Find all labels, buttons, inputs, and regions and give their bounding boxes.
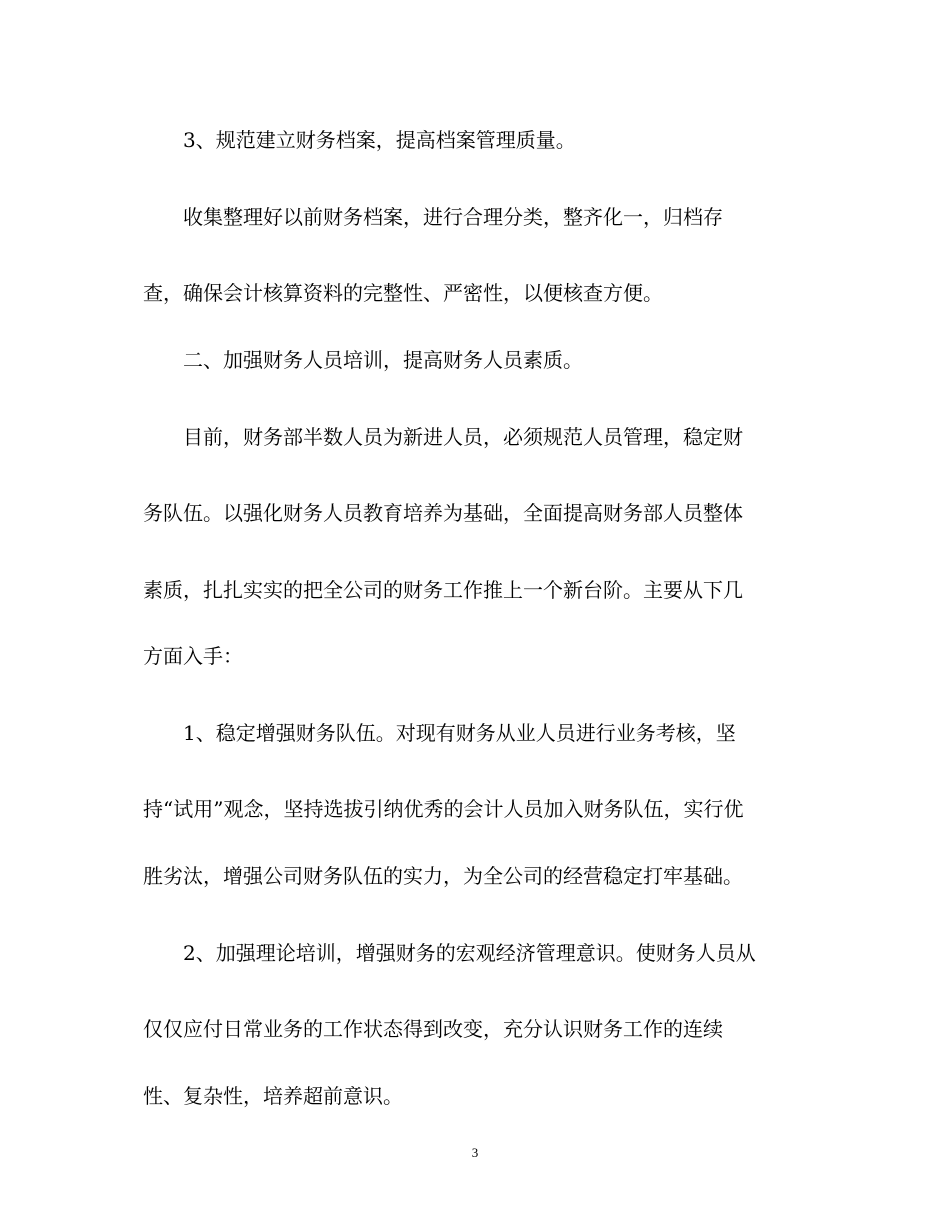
text-line: 性、复杂性，培养超前意识。 xyxy=(143,1084,403,1108)
text-line: 务队伍。以强化财务人员教育培养为基础，全面提高财务部人员整体 xyxy=(143,501,743,525)
text-line: 方面入手： xyxy=(143,644,243,668)
text-line: 1、稳定增强财务队伍。对现有财务从业人员进行业务考核，坚 xyxy=(143,721,736,745)
text-line: 素质，扎扎实实的把全公司的财务工作推上一个新台阶。主要从下几 xyxy=(143,578,743,602)
text-line: 胜劣汰，增强公司财务队伍的实力，为全公司的经营稳定打牢基础。 xyxy=(143,864,743,888)
text-line: 查，确保会计核算资料的完整性、严密性，以便核查方便。 xyxy=(143,281,663,305)
text-line: 收集整理好以前财务档案，进行合理分类，整齐化一，归档存 xyxy=(143,205,723,229)
text-line: 持“试用”观念，坚持选拔引纳优秀的会计人员加入财务队伍，实行优 xyxy=(143,797,744,821)
page-number: 3 xyxy=(471,1145,479,1160)
text-line: 仅仅应付日常业务的工作状态得到改变，充分认识财务工作的连续 xyxy=(143,1017,723,1041)
text-line: 二、加强财务人员培训，提高财务人员素质。 xyxy=(143,348,583,372)
text-line: 目前，财务部半数人员为新进人员，必须规范人员管理，稳定财 xyxy=(143,425,743,449)
text-line: 2、加强理论培训，增强财务的宏观经济管理意识。使财务人员从 xyxy=(143,941,756,965)
text-line: 3、规范建立财务档案，提高档案管理质量。 xyxy=(143,128,576,152)
